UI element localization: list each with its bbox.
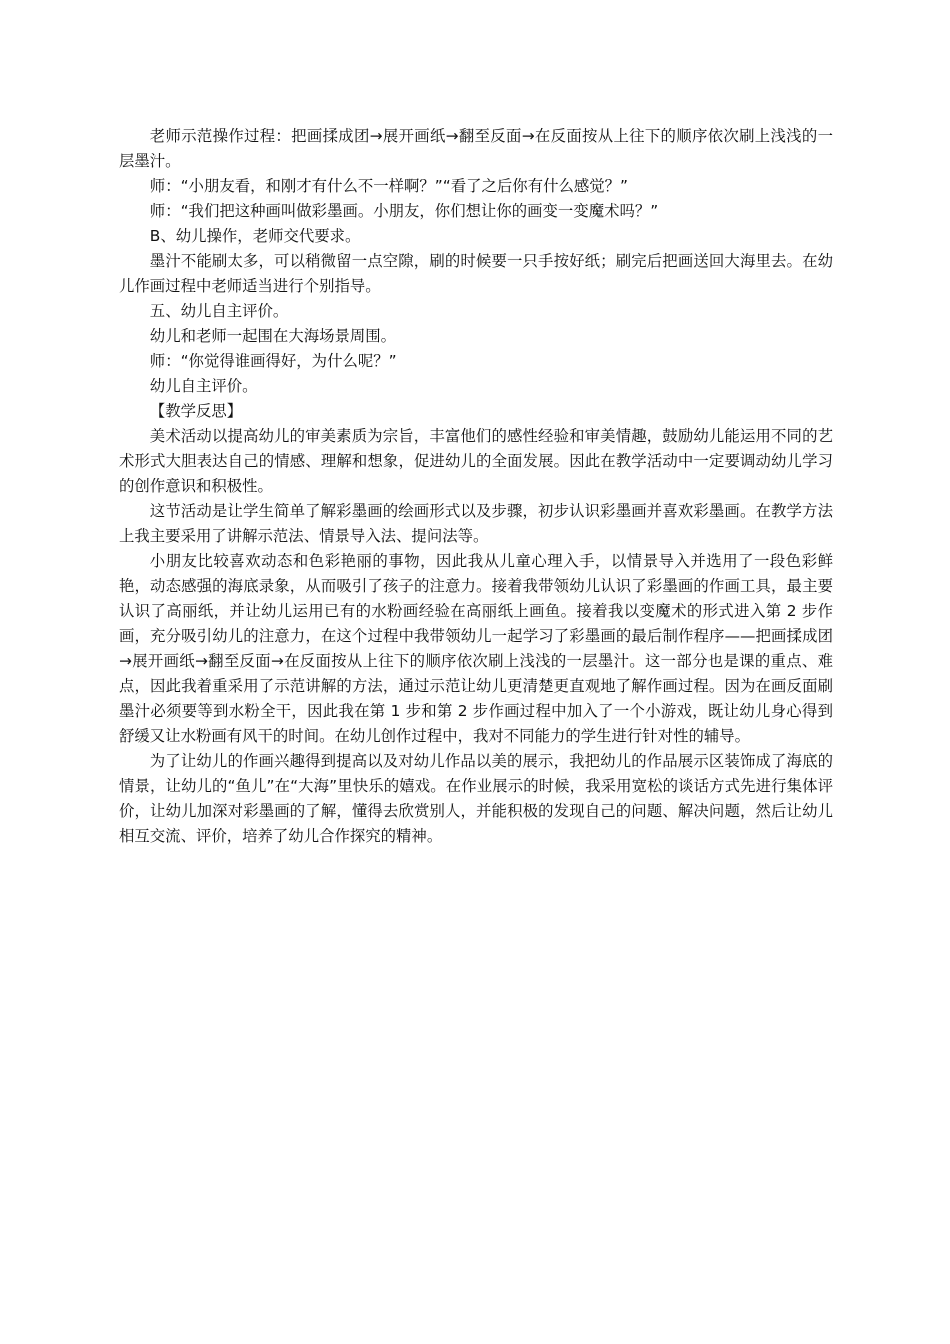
paragraph-ink-instructions: 墨汁不能刷太多，可以稍微留一点空隙，刷的时候要一只手按好纸；刷完后把画送回大海里去。在幼儿作画过程中老师适当进行个别指导。: [119, 252, 833, 295]
paragraph-section-b: B、幼儿操作，老师交代要求。: [149, 227, 361, 245]
paragraph-section-five: 五、幼儿自主评价。: [149, 302, 289, 320]
document-body: [119, 124, 833, 849]
paragraph-teacher-question-3: 师：“你觉得谁画得好，为什么呢？”: [149, 352, 397, 370]
section-heading-reflection: 【教学反思】: [149, 402, 243, 420]
paragraph-gather: 幼儿和老师一起围在大海场景周围。: [149, 327, 397, 345]
paragraph-self-evaluation: 幼儿自主评价。: [149, 377, 258, 395]
paragraph-reflection-1: 美术活动以提高幼儿的审美素质为宗旨，丰富他们的感性经验和审美情趣，鼓励幼儿能运用不同的艺术形式大胆表达自己的情感、理解和想象，促进幼儿的全面发展。因此在教学活动中一定要调动幼儿学习的创作意识和积极性。: [119, 427, 833, 495]
paragraph-reflection-3: 小朋友比较喜欢动态和色彩艳丽的事物，因此我从儿童心理入手，以情景导入并选用了一段色彩鲜艳，动态感强的海底录象，从而吸引了孩子的注意力。接着我带领幼儿认识了彩墨画的作画工具，最主要认识了高丽纸，并让幼儿运用已有的水粉画经验在高丽纸上画鱼。接着我以变魔术的形式进入第 2 步作画，充分吸引幼儿的注意力，在这个过程中我带领幼儿一起学习了彩墨画的最后制作程序——把画揉成团→展开画纸→翻至反面→在反面按从上往下的顺序依次刷上浅浅的一层墨汁。这一部分也是课的重点、难点，因此我着重采用了示范讲解的方法，通过示范让幼儿更清楚更直观地了解作画过程。因为在画反面刷墨汁必须要等到水粉全干，因此我在第 1 步和第 2 步作画过程中加入了一个小游戏，既让幼儿身心得到舒缓又让水粉画有风干的时间。在幼儿创作过程中，我对不同能力的学生进行针对性的辅导。: [119, 552, 833, 745]
paragraph-reflection-4: 为了让幼儿的作画兴趣得到提高以及对幼儿作品以美的展示，我把幼儿的作品展示区装饰成了海底的情景，让幼儿的“鱼儿”在“大海”里快乐的嬉戏。在作业展示的时候，我采用宽松的谈话方式先进行集体评价，让幼儿加深对彩墨画的了解，懂得去欣赏别人，并能积极的发现自己的问题、解决问题，然后让幼儿相互交流、评价，培养了幼儿合作探究的精神。: [119, 752, 833, 845]
paragraph-demo-process: 老师示范操作过程：把画揉成团→展开画纸→翻至反面→在反面按从上往下的顺序依次刷上浅浅的一层墨汁。: [119, 127, 833, 170]
paragraph-teacher-question-1: 师：“小朋友看，和刚才有什么不一样啊？”“看了之后你有什么感觉？”: [149, 177, 629, 195]
paragraph-teacher-question-2: 师：“我们把这种画叫做彩墨画。小朋友，你们想让你的画变一变魔术吗？”: [149, 202, 659, 220]
paragraph-reflection-2: 这节活动是让学生简单了解彩墨画的绘画形式以及步骤，初步认识彩墨画并喜欢彩墨画。在教学方法上我主要采用了讲解示范法、情景导入法、提问法等。: [119, 502, 833, 545]
